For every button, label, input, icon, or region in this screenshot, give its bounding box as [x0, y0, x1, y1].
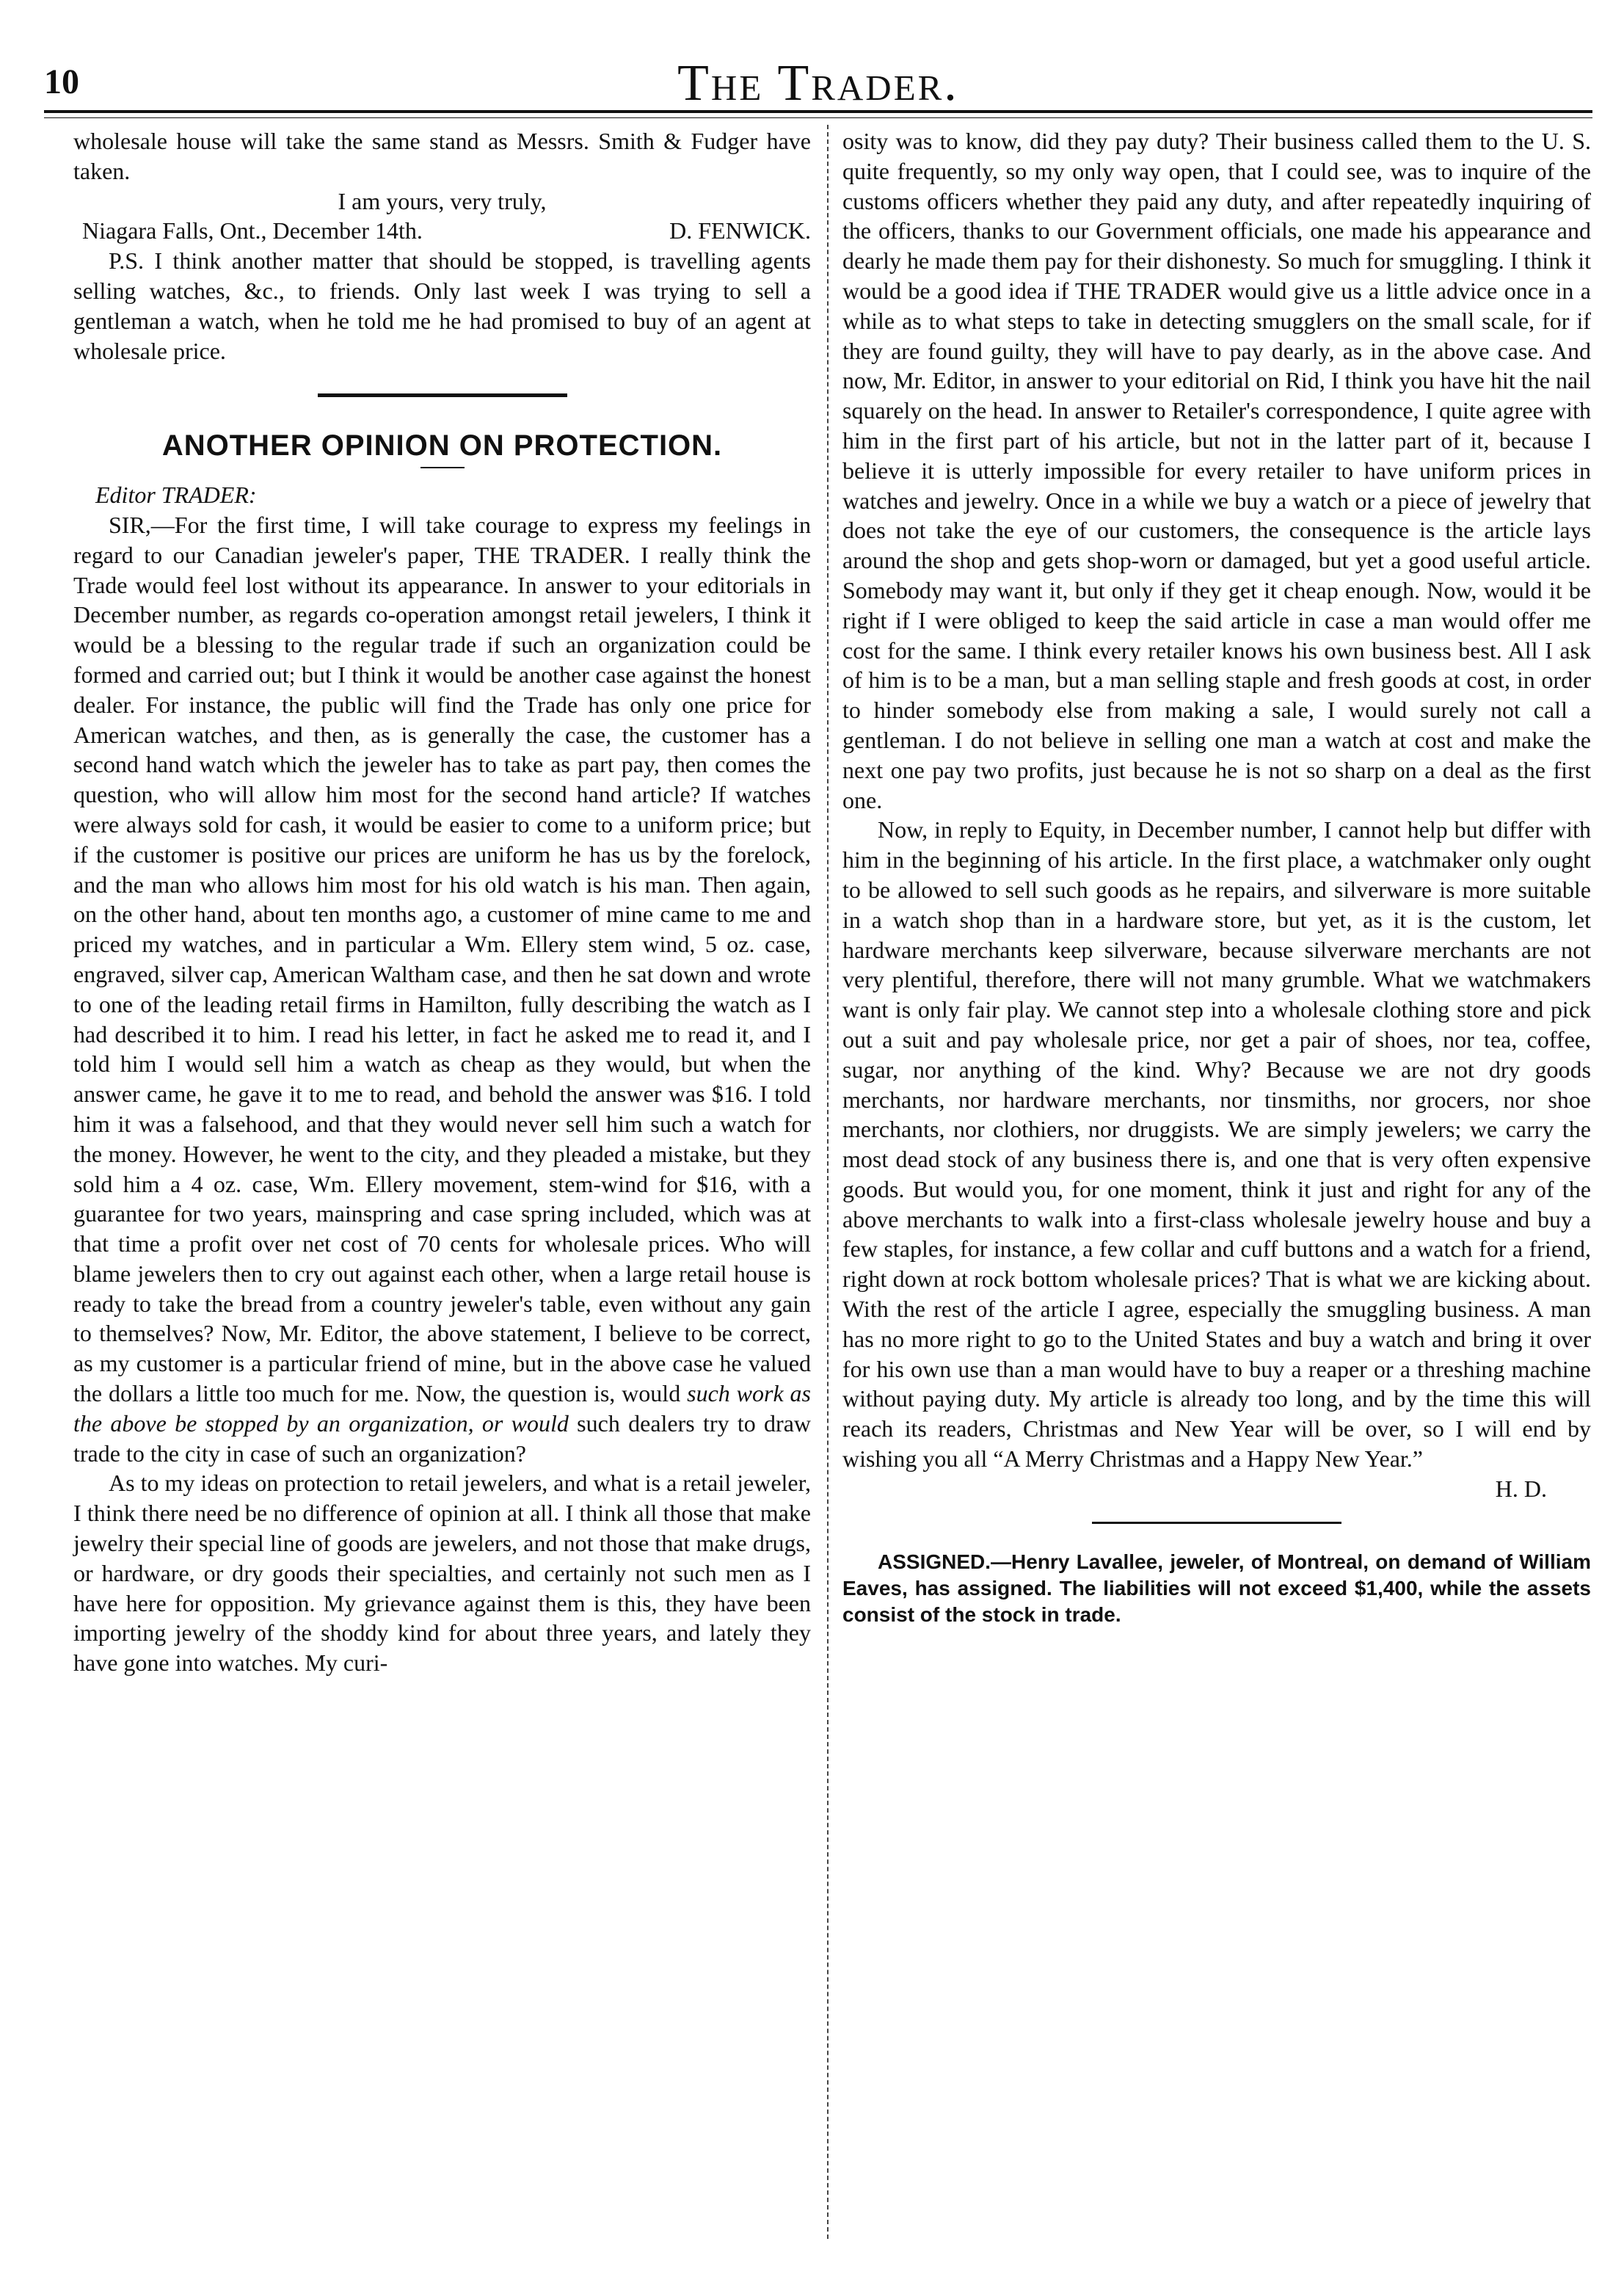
letter-signature: D. FENWICK. — [669, 217, 811, 244]
notice-text: —Henry Lavallee, jeweler, of Montreal, on demand of William Eaves, has assigned. The liabilities will not exceed $1,400, while the assets consist of the stock in trade. — [842, 1550, 1591, 1626]
letter-closing: I am yours, very truly, — [338, 187, 547, 214]
notice-label: ASSIGNED. — [878, 1550, 991, 1573]
article-signature-line — [842, 1474, 1591, 1504]
masthead-title: The Trader. — [677, 55, 959, 112]
header-rule — [44, 110, 1592, 113]
notice-separator — [1092, 1522, 1341, 1524]
article-heading: ANOTHER OPINION ON PROTECTION. — [161, 429, 723, 462]
page-header — [44, 55, 1592, 113]
article-reply-paragraph: Now, in reply to Equity, in December number, I cannot help but differ with him in the beginning of his article. In the first place, a watchmaker only ought to be allowed to sell such goods as he repairs, and silverware is more suitable in a watch shop than in a hardware store, but yet, as it is the custom, let hardware merchants keep silverware, because silverware merchants are not very plentiful, therefore, there will not many grumble. What we watchmakers want is only fair play. We cannot step into a wholesale clothing store and pick out a suit and pay wholesale price, nor get a pair of shoes, nor tea, coffee, sugar, nor anything of the kind. Why? Because we are not dry goods merchants, nor hardware merchants, nor tinsmiths, nor grocers, nor shoe merchants, nor clothiers, nor druggists. We are simply jewelers; we carry the most dead stock of any business there is, and one that is very often expensive goods. But would you, for one moment, think it just and right for any of the above merchants to walk into a first-class wholesale jewelry house and buy a few staples, for instance, a few collar and cuff buttons and a watch for a friend, right down at rock bottom wholesale prices? That is what we are kicking about. With the rest of the article I agree, especially the smuggling business. A man has no more right to go to the United States and buy a watch and bring it over for his own use than a man would have to buy a reaper or a threshing machine without paying duty. My article is already too long, and by the time this will reach its readers, Christmas and New Year will be over, so I will end by wishing you all “A Merry Christmas and a Happy New Year.” — [842, 816, 1591, 1473]
article-salutation: Editor TRADER: — [95, 482, 257, 509]
article-separator — [318, 393, 567, 397]
letter-place-date: Niagara Falls, Ont., December 14th. — [82, 217, 423, 244]
article-body-paragraph-2: As to my ideas on protection to retail jewelers, and what is a retail jeweler, I think there need be no difference of opinion at all. I think all those that make jewelry their special line of goods are jewelers, and not those that make drugs, or hardware, or dry goods their specialties, and certainly not such men as I have here for opposition. My grievance against them is this, they have been importing jewelry of the shoddy kind for about three years, and lately they have gone into watches. My curi- — [73, 1470, 811, 1677]
article-italic-text: such work as the above be stopped by an organization, or would — [73, 1380, 812, 1437]
left-column — [73, 126, 811, 1678]
heading-dash — [420, 467, 465, 468]
article-body-paragraph — [73, 510, 811, 1469]
article-body-text-end: such dealers try to draw trade to the city in case of such an organization? — [73, 1409, 812, 1467]
letter-signature-line — [73, 216, 811, 246]
right-column — [842, 126, 1591, 1628]
article-continued-paragraph: osity was to know, did they pay duty? Their business called them to the U. S. quite frequently, so my only way open, that I could see, was to inquire of the customs officers whether they paid any duty, and after repeatedly inquiring of the officers, thanks to our Government officials, one made his appearance and dearly he made them pay for their dishonesty. So much for smuggling. I think it would be a good idea if THE TRADER would give us a little advice once in a while as to what steps to take in detecting smugglers on the small scale, for if they are found guilty, they will have to pay dearly, as in the above case. And now, Mr. Editor, in answer to your editorial on Rid, I think you have hit the nail squarely on the head. In answer to Retailer's correspondence, I quite agree with him in the first part of his article, but not in the latter part of it, because I believe it is utterly impossible for every retailer to have uniform prices in watches and jewelry. Once in a while we buy a watch or a piece of jewelry that does not take the eye of our customers, the consequence is the article lays around the shop and gets shop-worn or damaged, but yet a good useful article. Somebody may want it, but only if they get it cheap enough. Now, would it be right if I were obliged to keep the said article in case a man would offer me cost for the same. I think every retailer knows his own business best. All I ask of him is to be a man, but a man selling staple and fresh goods at cost, in order to hinder somebody else from making a sale, I would surely not call a gentleman. I do not believe in selling one man a watch at cost and make the next one pay two profits, just because he is not so sharp on a deal as the first one. — [842, 128, 1591, 813]
header-rule-thin — [44, 117, 1592, 118]
article-body-text: SIR,—For the first time, I will take courage to express my feelings in regard to our Canadian jeweler's paper, THE TRADER. I really think the Trade would feel lost without its appearance. In answer to your editorials in December number, as regards co-operation amongst retail jewelers, I think it would be a blessing to the regular trade if such an organization could be formed and carried out; but I think it would be another case against the honest dealer. For instance, the public will find the Trade has only one price for American watches, and then, as is generally the case, the customer has a second hand watch which the jeweler has to take as part pay, then comes the question, who will allow him most for the second hand article? If watches were always sold for cash, it would be easier to come to a uniform price; but if the customer is positive our prices are uniform he has us by the forelock, and the man who allows him most for his old watch is his man. Then again, on the other hand, about ten months ago, a customer of mine came to me and priced my watches, and in particular a Wm. Ellery stem wind, 5 oz. case, engraved, silver cap, American Waltham case, and then he sat down and wrote to one of the leading retail firms in Hamilton, fully describing the watch as I had described it to him. I read his letter, in fact he asked me to read it, and I told him I would sell him a watch as cheap as they would, but when the answer came, he gave it to me to read, and behold the answer was $16. I told him it was a falsehood, and that they would never sell him such a watch for the money. However, he went to the city, and they pleaded a mistake, but they sold him a 4 oz. case, Wm. Ellery movement, stem-wind for $16, with a guarantee for two years, mainspring and case spring included, which was at that time a profit over net cost of 70 cents for wholesale prices. Who will blame jewelers then to cry out against each other, when a large retail house is ready to take the bread from a country jeweler's table, even without any gain to themselves? Now, Mr. Editor, the above statement, I believe to be correct, as my customer is a particular friend of mine, but in the above case he valued the dollars a little too much for me. Now, the question is, would — [73, 511, 811, 1407]
article-signature: H. D. — [1495, 1475, 1547, 1502]
assigned-notice — [842, 1549, 1591, 1628]
column-divider — [827, 125, 829, 2239]
page-number: 10 — [44, 62, 79, 101]
postscript: P.S. I think another matter that should be stopped, is travelling agents selling watches, &c., to friends. Only last week I was trying to sell a gentleman a watch, when he told me he had promised to buy of an agent at wholesale price. — [73, 247, 811, 364]
letter-ending-paragraph: wholesale house will take the same stand as Messrs. Smith & Fudger have taken. — [73, 128, 811, 184]
